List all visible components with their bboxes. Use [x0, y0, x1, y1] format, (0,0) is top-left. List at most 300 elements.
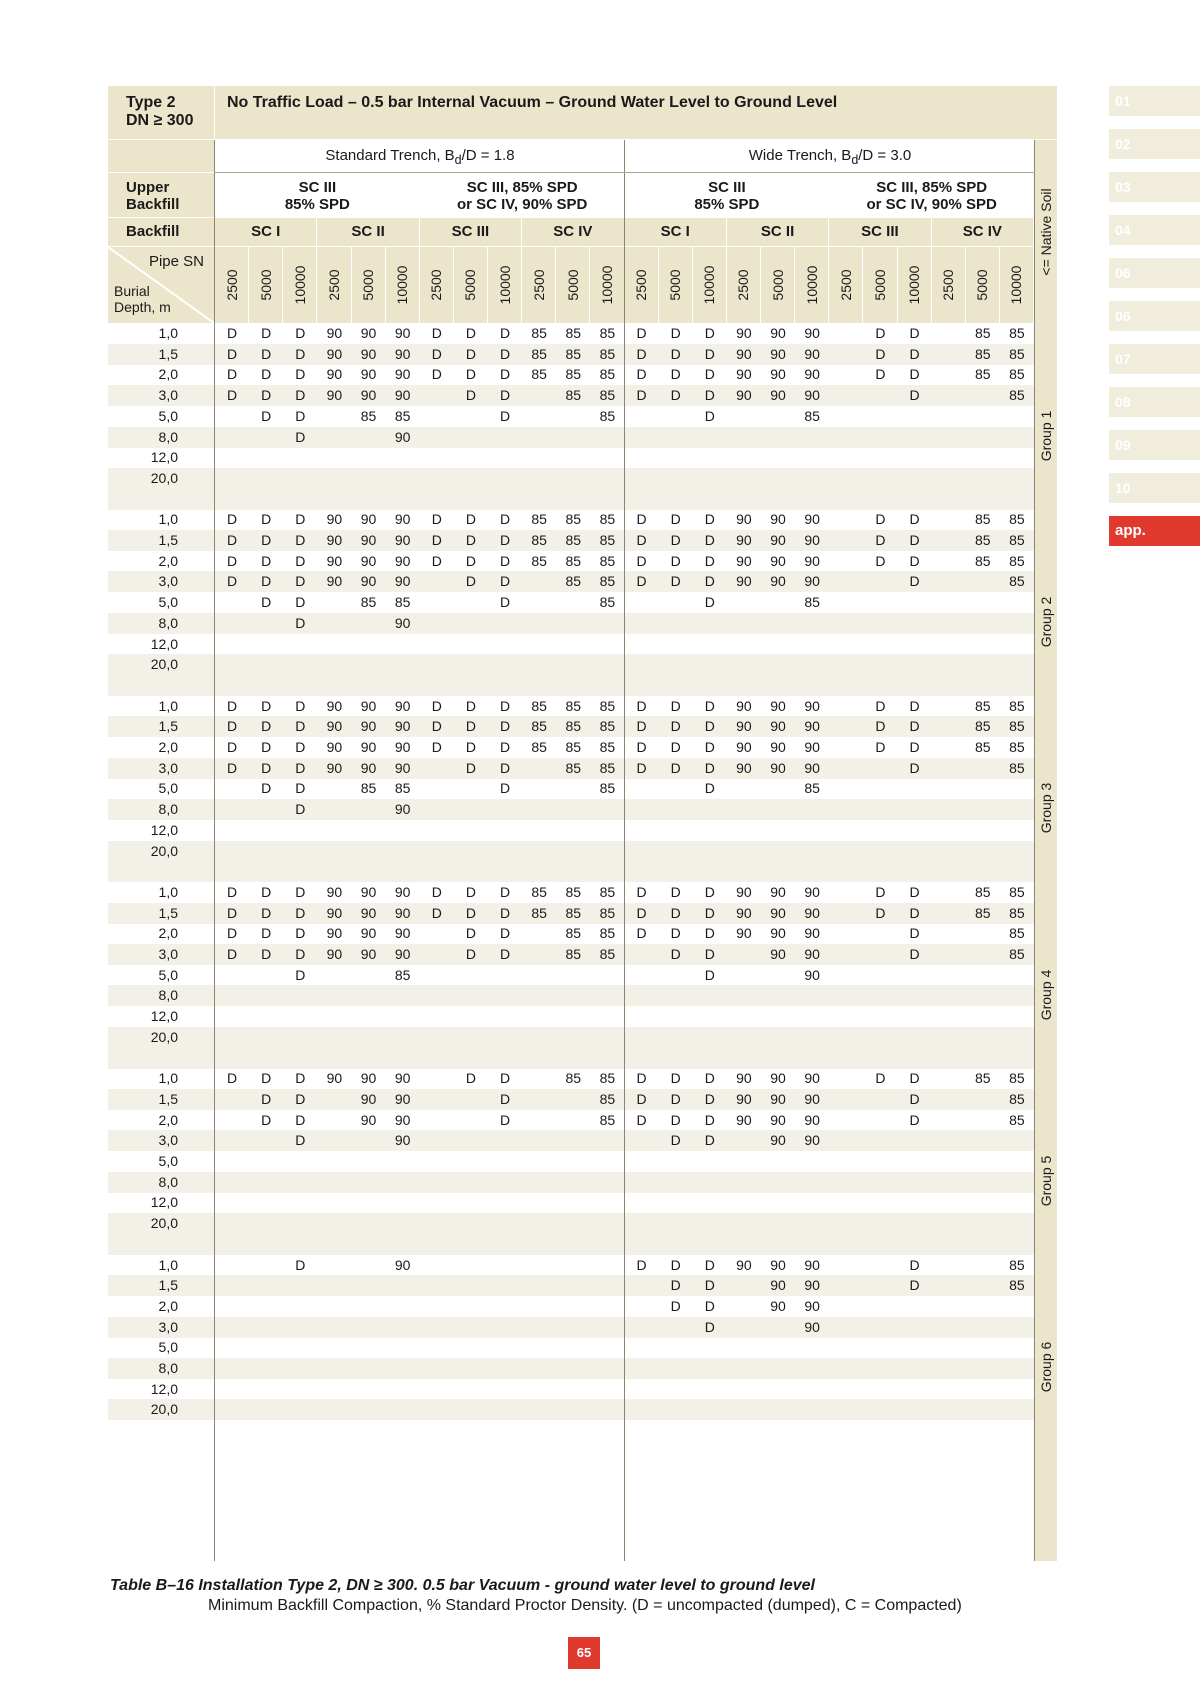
- row-stripe: [108, 1130, 1035, 1151]
- upper-backfill-group: [215, 173, 420, 217]
- nav-tab-02[interactable]: 02: [1109, 129, 1200, 159]
- compaction-value: 85: [1009, 904, 1025, 921]
- compaction-value: 90: [804, 739, 820, 755]
- compaction-value: 90: [804, 1318, 820, 1335]
- compaction-value: 90: [804, 1297, 820, 1314]
- compaction-value: 90: [326, 883, 343, 900]
- compaction-value: D: [670, 925, 681, 942]
- row-stripe: [108, 1317, 1035, 1338]
- compaction-value: 90: [360, 345, 377, 362]
- pipe-sn-text: 2500: [940, 269, 957, 301]
- compaction-value: 85: [565, 925, 582, 942]
- upper-group-line1: SC III, 85% SPD: [466, 179, 578, 196]
- compaction-value: D: [670, 1277, 681, 1294]
- compaction-value: D: [261, 387, 272, 404]
- compaction-value: 90: [736, 883, 752, 900]
- compaction-value: D: [261, 697, 272, 714]
- compaction-value: D: [704, 946, 715, 962]
- compaction-value: D: [875, 366, 886, 383]
- compaction-value: 90: [736, 1111, 752, 1128]
- compaction-value: D: [226, 366, 238, 383]
- compaction-value: 90: [360, 904, 377, 921]
- compaction-value: D: [909, 325, 920, 341]
- compaction-value: D: [704, 739, 715, 755]
- dn-label: DN ≥ 300: [126, 112, 194, 129]
- compaction-value: D: [226, 883, 238, 900]
- burial-depth: 20,0: [150, 1028, 178, 1045]
- compaction-value: 85: [974, 697, 991, 714]
- backfill-class: SC II: [727, 218, 828, 246]
- compaction-value: D: [465, 946, 476, 962]
- upper-backfill-group: [420, 173, 625, 217]
- compaction-value: 90: [770, 1070, 786, 1087]
- compaction-value: 90: [394, 552, 411, 569]
- compaction-value: 90: [360, 1070, 377, 1087]
- compaction-value: D: [226, 739, 238, 755]
- burial-depth: 12,0: [150, 635, 178, 652]
- compaction-value: D: [670, 946, 681, 962]
- compaction-value: D: [465, 739, 476, 755]
- compaction-value: D: [636, 718, 647, 735]
- compaction-value: D: [909, 946, 920, 962]
- compaction-value: D: [704, 1111, 715, 1128]
- burial-depth: 20,0: [150, 469, 178, 486]
- compaction-value: 85: [599, 697, 616, 714]
- compaction-value: 90: [394, 1090, 411, 1107]
- compaction-value: D: [909, 697, 920, 714]
- compaction-value: 85: [1009, 325, 1025, 341]
- compaction-value: D: [499, 366, 511, 383]
- compaction-value: D: [909, 366, 920, 383]
- row-stripe: [108, 654, 1035, 675]
- compaction-value: D: [261, 739, 272, 755]
- compaction-value: 90: [360, 387, 377, 404]
- compaction-value: 85: [360, 780, 377, 797]
- compaction-value: D: [704, 511, 715, 528]
- compaction-value: D: [875, 345, 886, 362]
- compaction-value: D: [465, 325, 476, 341]
- compaction-value: D: [295, 925, 306, 942]
- nav-tab-01[interactable]: 01: [1109, 86, 1200, 116]
- compaction-value: 90: [360, 532, 377, 548]
- divider-right: [1034, 140, 1035, 1561]
- nav-tab-06[interactable]: 06: [1109, 258, 1200, 288]
- row-stripe: [108, 985, 1035, 1006]
- compaction-value: 85: [531, 532, 547, 548]
- compaction-value: 85: [1009, 387, 1025, 404]
- pipe-sn-text: 2500: [223, 269, 240, 301]
- compaction-value: D: [670, 1090, 681, 1107]
- group-label: [1035, 912, 1057, 1078]
- compaction-value: 90: [360, 1090, 377, 1107]
- compaction-value: 85: [531, 718, 547, 735]
- compaction-value: 90: [736, 552, 752, 569]
- burial-depth: 8,0: [158, 987, 178, 1004]
- compaction-value: 85: [804, 594, 820, 611]
- compaction-value: 90: [804, 883, 820, 900]
- compaction-value: 85: [599, 511, 616, 528]
- header-rule: [214, 172, 1035, 173]
- compaction-value: 85: [565, 345, 582, 362]
- compaction-value: D: [909, 1070, 920, 1087]
- pipe-sn-value: [283, 247, 316, 323]
- upper-backfill-group: [829, 173, 1034, 217]
- compaction-value: 90: [394, 718, 411, 735]
- compaction-value: D: [465, 573, 476, 590]
- compaction-value: 85: [531, 511, 547, 528]
- upper-group-line2: or SC IV, 90% SPD: [866, 196, 997, 213]
- group-spacer: [108, 1234, 1035, 1255]
- compaction-value: 85: [1009, 345, 1025, 362]
- compaction-value: 90: [804, 1256, 820, 1273]
- compaction-value: D: [499, 532, 511, 548]
- pipe-sn-value: [420, 247, 453, 323]
- compaction-value: 90: [770, 925, 786, 942]
- nav-tab-06[interactable]: 06: [1109, 301, 1200, 331]
- compaction-value: D: [909, 1256, 920, 1273]
- pipe-sn-value: [215, 247, 248, 323]
- compaction-value: D: [465, 511, 476, 528]
- compaction-value: 90: [770, 325, 786, 341]
- compaction-value: D: [875, 325, 886, 341]
- compaction-value: 85: [599, 883, 616, 900]
- compaction-value: 90: [360, 946, 377, 962]
- compaction-value: D: [670, 697, 681, 714]
- compaction-value: 90: [736, 1070, 752, 1087]
- pipe-sn-text: 5000: [360, 269, 377, 301]
- row-stripe: [108, 427, 1035, 448]
- pipe-sn-text: 5000: [871, 269, 888, 301]
- compaction-value: 90: [770, 759, 786, 776]
- header-blank-trench: [108, 140, 214, 172]
- compaction-value: D: [261, 925, 272, 942]
- compaction-value: 90: [326, 532, 343, 548]
- nav-tab-08[interactable]: 08: [1109, 387, 1200, 417]
- compaction-value: D: [636, 325, 647, 341]
- pipe-sn-text: 2500: [633, 269, 650, 301]
- upper-backfill-group: [625, 173, 830, 217]
- wide-trench-label: Wide Trench, $B_d/D = 3.0$: [748, 147, 912, 167]
- compaction-value: 90: [804, 759, 820, 776]
- compaction-value: 85: [974, 883, 991, 900]
- burial-depth: 1,5: [158, 1090, 178, 1107]
- pipe-sn-text: 10000: [291, 265, 308, 305]
- group-label-text: Group 1: [1038, 410, 1054, 462]
- compaction-value: 90: [326, 345, 343, 362]
- compaction-value: 85: [599, 1090, 616, 1107]
- compaction-value: 90: [736, 925, 752, 942]
- compaction-value: D: [636, 925, 647, 942]
- pipe-sn-value: [625, 247, 658, 323]
- pipe-sn-text: 10000: [1008, 265, 1025, 305]
- compaction-value: D: [465, 904, 476, 921]
- compaction-value: 90: [360, 739, 377, 755]
- pipe-sn-text: 2500: [530, 269, 547, 301]
- pipe-sn-value: [454, 247, 487, 323]
- compaction-value: D: [499, 759, 511, 776]
- compaction-value: D: [295, 759, 306, 776]
- compaction-value: D: [704, 407, 715, 424]
- compaction-value: D: [704, 1132, 715, 1149]
- compaction-value: D: [295, 573, 306, 590]
- group-label-text: Group 5: [1038, 1155, 1054, 1207]
- nav-tab-09[interactable]: 09: [1109, 430, 1200, 460]
- group-label-text: Group 3: [1038, 783, 1054, 834]
- compaction-value: D: [499, 1090, 511, 1107]
- group-spacer: [108, 489, 1035, 510]
- compaction-value: 90: [394, 428, 411, 445]
- pipe-sn-corner: [108, 247, 214, 323]
- burial-depth: 5,0: [158, 966, 178, 983]
- pipe-sn-value: [829, 247, 862, 323]
- compaction-value: 90: [326, 697, 343, 714]
- burial-depth: 12,0: [150, 449, 178, 466]
- compaction-value: D: [431, 511, 442, 528]
- compaction-value: D: [636, 366, 647, 383]
- compaction-value: 90: [736, 759, 752, 776]
- compaction-value: 85: [1009, 697, 1025, 714]
- row-stripe: [108, 613, 1035, 634]
- nav-tab-07[interactable]: 07: [1109, 344, 1200, 374]
- compaction-value: 90: [326, 552, 343, 569]
- compaction-value: 85: [974, 718, 991, 735]
- compaction-value: D: [909, 1277, 920, 1294]
- compaction-value: D: [875, 904, 886, 921]
- compaction-value: D: [226, 532, 238, 548]
- compaction-value: D: [431, 739, 442, 755]
- compaction-value: D: [636, 1090, 647, 1107]
- compaction-value: 85: [1009, 883, 1025, 900]
- compaction-value: D: [875, 552, 886, 569]
- compaction-value: 90: [736, 739, 752, 755]
- compaction-value: 85: [974, 552, 991, 569]
- compaction-value: D: [704, 904, 715, 921]
- compaction-value: D: [261, 345, 272, 362]
- compaction-value: 90: [736, 532, 752, 548]
- nav-tab-app[interactable]: app.: [1109, 516, 1200, 546]
- pipe-sn-value: [317, 247, 350, 323]
- compaction-value: D: [226, 325, 238, 341]
- compaction-value: D: [909, 739, 920, 755]
- compaction-value: D: [465, 883, 476, 900]
- compaction-value: D: [704, 345, 715, 362]
- compaction-value: D: [431, 552, 442, 569]
- compaction-value: D: [261, 552, 272, 569]
- compaction-value: 90: [770, 904, 786, 921]
- compaction-value: 85: [1009, 759, 1025, 776]
- compaction-value: 90: [804, 946, 820, 962]
- compaction-value: D: [670, 759, 681, 776]
- compaction-value: 85: [599, 759, 616, 776]
- compaction-value: D: [465, 718, 476, 735]
- compaction-value: D: [704, 325, 715, 341]
- pipe-sn-value: [898, 247, 931, 323]
- compaction-value: D: [499, 946, 511, 962]
- compaction-value: 90: [770, 739, 786, 755]
- compaction-value: D: [704, 366, 715, 383]
- backfill-label: Backfill: [108, 218, 214, 246]
- compaction-value: 85: [1009, 739, 1025, 755]
- burial-depth: 2,0: [158, 1111, 178, 1128]
- compaction-value: D: [875, 1070, 886, 1087]
- compaction-value: D: [261, 407, 272, 424]
- page-number: 65: [568, 1637, 600, 1669]
- compaction-value: D: [704, 1297, 715, 1314]
- compaction-value: D: [670, 1297, 681, 1314]
- compaction-value: D: [295, 325, 306, 341]
- compaction-value: 85: [974, 1070, 991, 1087]
- compaction-value: 90: [360, 366, 377, 383]
- compaction-value: 85: [599, 739, 616, 755]
- burial-depth: 3,0: [158, 1318, 178, 1335]
- compaction-value: 85: [360, 594, 377, 611]
- compaction-value: D: [465, 697, 476, 714]
- compaction-value: 85: [599, 532, 616, 548]
- compaction-value: 85: [974, 739, 991, 755]
- compaction-value: D: [909, 387, 920, 404]
- compaction-value: D: [295, 511, 306, 528]
- burial-depth: 2,0: [158, 552, 178, 569]
- compaction-value: 90: [326, 387, 343, 404]
- burial-depth: 3,0: [158, 946, 178, 962]
- compaction-value: 85: [974, 904, 991, 921]
- upper-group-line1: SC III, 85% SPD: [876, 179, 988, 196]
- compaction-value: 85: [974, 325, 991, 341]
- compaction-value: 90: [394, 345, 411, 362]
- burial-depth: 1,5: [158, 532, 178, 548]
- burial-depth: 3,0: [158, 573, 178, 590]
- compaction-value: 90: [394, 366, 411, 383]
- row-stripe: [108, 1399, 1035, 1420]
- upper-group-line1: SC III: [298, 179, 337, 196]
- compaction-value: D: [704, 759, 715, 776]
- compaction-value: D: [909, 718, 920, 735]
- compaction-value: 90: [326, 573, 343, 590]
- compaction-value: D: [704, 1318, 715, 1335]
- compaction-value: 90: [770, 1111, 786, 1128]
- compaction-value: 85: [531, 883, 547, 900]
- compaction-value: 90: [736, 387, 752, 404]
- compaction-value: D: [499, 739, 511, 755]
- compaction-value: 85: [1009, 552, 1025, 569]
- compaction-value: D: [704, 883, 715, 900]
- compaction-value: D: [261, 946, 272, 962]
- pipe-sn-value: [249, 247, 282, 323]
- compaction-value: D: [499, 552, 511, 569]
- compaction-value: D: [261, 511, 272, 528]
- compaction-value: D: [909, 511, 920, 528]
- compaction-value: 85: [394, 966, 411, 983]
- compaction-value: 90: [326, 904, 343, 921]
- compaction-value: 85: [1009, 946, 1025, 962]
- type-label: Type 2: [126, 94, 176, 111]
- compaction-value: D: [499, 925, 511, 942]
- compaction-value: 90: [736, 718, 752, 735]
- compaction-value: D: [499, 780, 511, 797]
- compaction-value: 85: [599, 552, 616, 569]
- compaction-value: D: [670, 366, 681, 383]
- compaction-value: D: [295, 883, 306, 900]
- compaction-value: D: [261, 1070, 272, 1087]
- burial-depth: 8,0: [158, 614, 178, 631]
- row-stripe: [108, 1172, 1035, 1193]
- group-label: [1035, 539, 1057, 705]
- compaction-value: 90: [360, 925, 377, 942]
- compaction-value: 90: [394, 739, 411, 755]
- pipe-sn-text: 10000: [496, 265, 513, 305]
- pipe-sn-text: 5000: [564, 269, 581, 301]
- compaction-value: 85: [599, 407, 616, 424]
- compaction-value: 85: [394, 407, 411, 424]
- burial-depth: 1,5: [158, 345, 178, 362]
- compaction-value: 90: [804, 573, 820, 590]
- compaction-value: D: [670, 345, 681, 362]
- compaction-value: D: [909, 883, 920, 900]
- compaction-value: D: [636, 904, 647, 921]
- pipe-sn-value: [659, 247, 692, 323]
- nav-tab-04[interactable]: 04: [1109, 215, 1200, 245]
- compaction-value: D: [704, 594, 715, 611]
- compaction-value: D: [499, 511, 511, 528]
- compaction-value: 90: [394, 325, 411, 341]
- compaction-value: 85: [565, 511, 582, 528]
- compaction-value: 85: [1009, 532, 1025, 548]
- compaction-value: D: [465, 366, 476, 383]
- compaction-value: D: [704, 697, 715, 714]
- compaction-value: D: [704, 552, 715, 569]
- compaction-value: 90: [394, 883, 411, 900]
- compaction-value: D: [704, 573, 715, 590]
- compaction-value: 90: [770, 511, 786, 528]
- group-label: [1035, 1285, 1057, 1451]
- pipe-sn-value: [863, 247, 896, 323]
- burial-depth: 1,0: [158, 1070, 178, 1087]
- header-type-cell: [108, 86, 214, 139]
- compaction-value: 90: [736, 511, 752, 528]
- compaction-value: 85: [974, 511, 991, 528]
- pipe-sn-value: [727, 247, 760, 323]
- compaction-value: 90: [394, 1070, 411, 1087]
- compaction-value: 90: [736, 345, 752, 362]
- burial-depth: 5,0: [158, 780, 178, 797]
- burial-depth: 2,0: [158, 1297, 178, 1314]
- compaction-value: 90: [804, 387, 820, 404]
- group-label: [1035, 353, 1057, 519]
- compaction-value: D: [261, 594, 272, 611]
- burial-depth: 8,0: [158, 1173, 178, 1190]
- compaction-value: 90: [326, 511, 343, 528]
- nav-tab-03[interactable]: 03: [1109, 172, 1200, 202]
- compaction-value: D: [295, 532, 306, 548]
- compaction-value: 90: [804, 925, 820, 942]
- nav-tab-10[interactable]: 10: [1109, 473, 1200, 503]
- compaction-value: 90: [736, 1090, 752, 1107]
- upper-group-line2: 85% SPD: [694, 196, 760, 213]
- compaction-value: 85: [804, 780, 820, 797]
- table-caption: [110, 1577, 1070, 1615]
- compaction-value: D: [465, 552, 476, 569]
- compaction-value: 90: [394, 387, 411, 404]
- compaction-value: 85: [599, 925, 616, 942]
- pipe-sn-text: 5000: [462, 269, 479, 301]
- compaction-value: D: [704, 532, 715, 548]
- compaction-value: D: [261, 904, 272, 921]
- compaction-value: D: [295, 1111, 306, 1128]
- compaction-value: 85: [565, 697, 582, 714]
- compaction-value: D: [636, 387, 647, 404]
- compaction-value: 85: [531, 904, 547, 921]
- compaction-value: D: [295, 428, 306, 445]
